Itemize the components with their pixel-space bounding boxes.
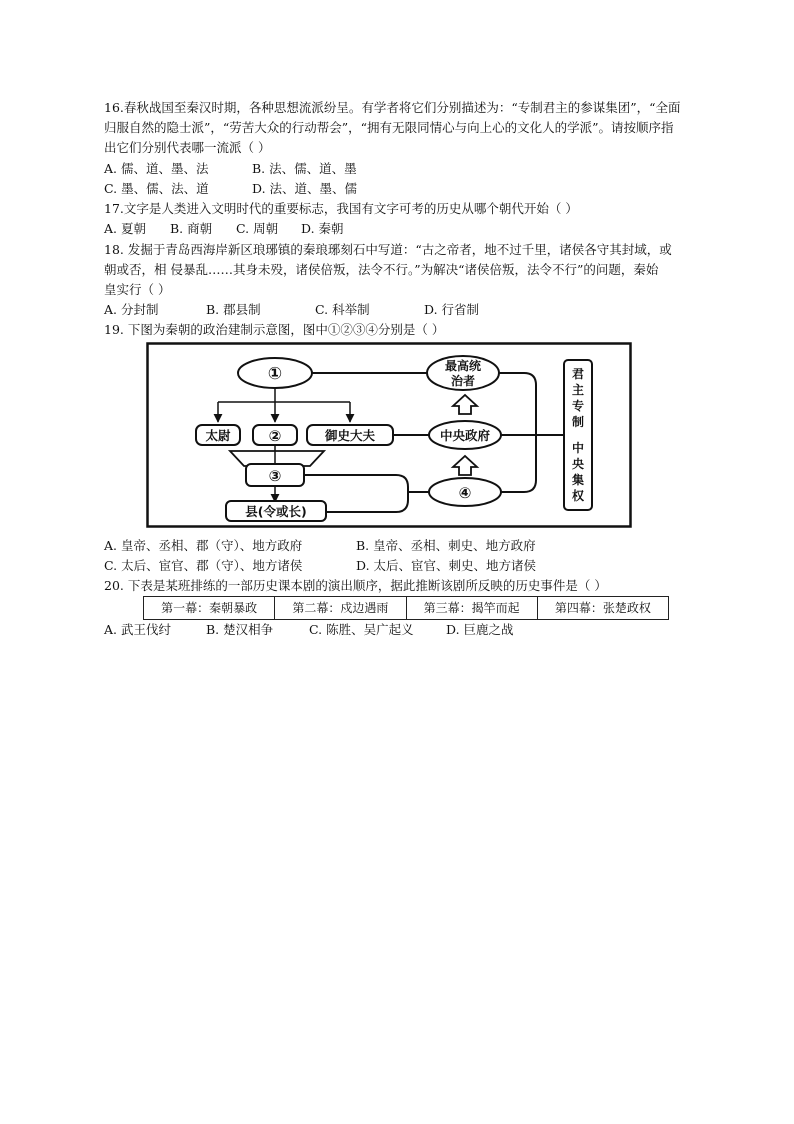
up-arrow-icon	[453, 395, 477, 414]
act-cell: 第二幕：戍边遇雨	[275, 597, 406, 619]
central-government-label: 中央政府	[439, 428, 491, 443]
q16-line-1: 16.春秋战国至秦汉时期，各种思想流派纷呈。有学者将它们分别描述为：“专制君主的参谋集团”，“全面	[104, 100, 681, 115]
q17-option-b: B. 商朝	[170, 221, 213, 236]
q19-option-d: D. 太后、宦官、刺史、地方诸侯	[356, 558, 537, 573]
q19-option-a: A. 皇帝、丞相、郡（守）、地方政府	[104, 538, 303, 553]
q17-line-1: 17.文字是人类进入文明时代的重要标志，我国有文字可考的历史从哪个朝代开始（ ）	[104, 201, 578, 216]
side-char-6: 央	[571, 457, 585, 471]
q16-option-b: B. 法、儒、道、墨	[252, 161, 357, 176]
county-label: 县(令或长)	[245, 504, 307, 519]
q18-line-1: 18. 发掘于青岛西海岸新区琅琊镇的秦琅琊刻石中写道：“古之帝者，地不过千里，诸侯各守其封域，或	[104, 242, 672, 257]
node-2-label: ②	[268, 427, 282, 445]
supreme-ruler-label-1: 最高统	[444, 359, 482, 373]
q16-line-3: 出它们分别代表哪一流派（ ）	[104, 140, 271, 155]
act-cell: 第三幕：揭竿而起	[407, 597, 538, 619]
side-char-1: 君	[571, 367, 585, 381]
side-char-8: 权	[571, 489, 585, 503]
q18-option-d: D. 行省制	[424, 302, 480, 317]
q17-option-a: A. 夏朝	[104, 221, 146, 236]
q17-option-c: C. 周朝	[236, 221, 279, 236]
q20-option-b: B. 楚汉相争	[206, 622, 274, 637]
q18-line-2: 朝或否，相 侵暴乱……其身未殁，诸侯倍叛，法令不行。”为解决“诸侯倍叛，法令不行”的问题，秦始	[104, 262, 659, 277]
q16-option-d: D. 法、道、墨、儒	[252, 181, 358, 196]
node-3-label: ③	[268, 467, 282, 485]
supreme-ruler-label-2: 治者	[450, 374, 476, 388]
q19-option-c: C. 太后、宦官、郡（守）、地方诸侯	[104, 558, 303, 573]
right-loop-connector	[499, 373, 536, 492]
side-char-2: 主	[571, 383, 585, 397]
qin-political-system-diagram	[146, 342, 632, 528]
act-cell: 第一幕：秦朝暴政	[144, 597, 275, 619]
q18-line-3: 皇实行（ ）	[104, 282, 171, 297]
side-char-7: 集	[571, 473, 585, 487]
q20-option-c: C. 陈胜、吴广起义	[309, 622, 414, 637]
q18-option-a: A. 分封制	[104, 302, 159, 317]
taiwei-label: 太尉	[205, 428, 231, 443]
act-cell: 第四幕：张楚政权	[554, 601, 651, 615]
q20-line-1: 20. 下表是某班排练的一部历史课本剧的演出顺序，据此推断该剧所反映的历史事件是（ ）	[104, 578, 607, 593]
q19-option-b: B. 皇帝、丞相、刺史、地方政府	[356, 538, 536, 553]
side-char-5: 中	[571, 441, 585, 455]
up-arrow-icon-lower	[453, 456, 477, 475]
q20-option-d: D. 巨鹿之战	[446, 622, 514, 637]
yushi-label: 御史大夫	[324, 428, 376, 443]
q20-option-a: A. 武王伐纣	[104, 622, 171, 637]
q19-line-1: 19. 下图为秦朝的政治建制示意图，图中①②③④分别是（ ）	[104, 322, 445, 337]
play-acts-table	[143, 596, 669, 620]
node-4-label: ④	[458, 484, 472, 502]
q18-option-c: C. 科举制	[315, 302, 370, 317]
q16-line-2: 归服自然的隐士派”，“劳苦大众的行动帮会”，“拥有无限同情心与向上心的文化人的学派”。请按顺序指	[104, 120, 674, 135]
node-1-label: ①	[267, 364, 283, 384]
q16-option-a: A. 儒、道、墨、法	[104, 161, 209, 176]
q16-option-c: C. 墨、儒、法、道	[104, 181, 209, 196]
side-char-3: 专	[571, 399, 585, 413]
q17-option-d: D. 秦朝	[301, 221, 344, 236]
side-char-4: 制	[571, 415, 585, 429]
q18-option-b: B. 郡县制	[206, 302, 261, 317]
